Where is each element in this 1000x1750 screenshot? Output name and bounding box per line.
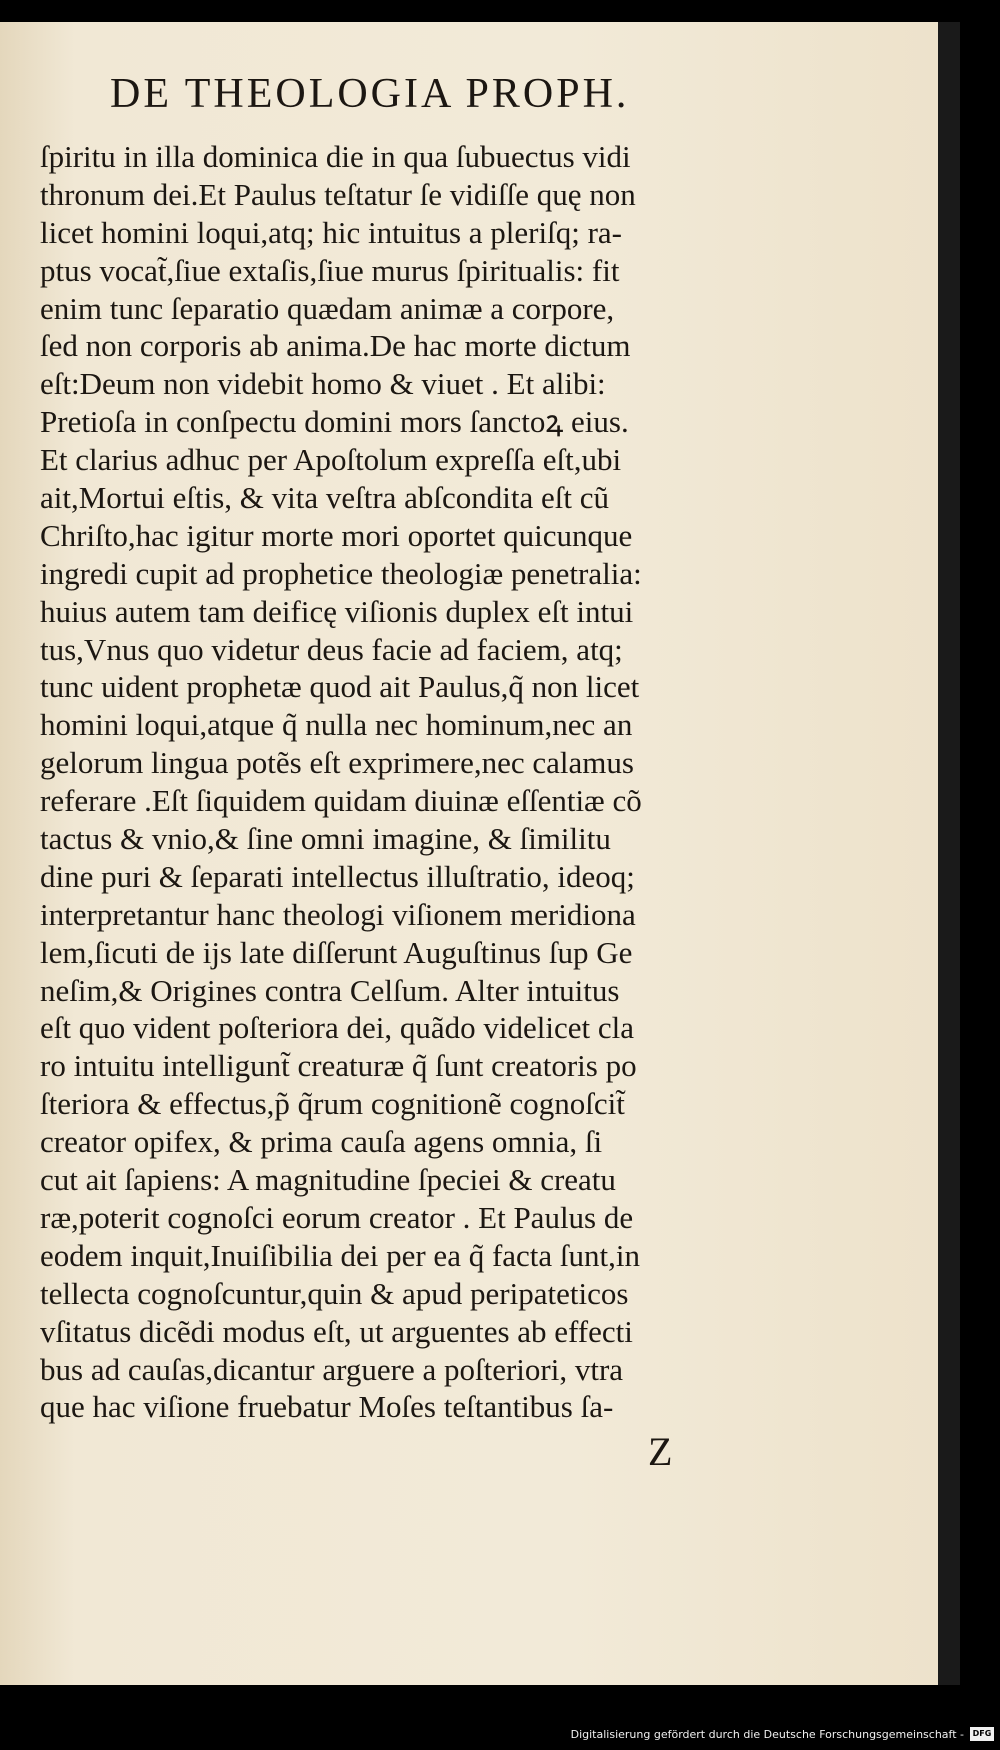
text-line: licet homini loqui,atq; hic intuitus a pleriſq; ra- [40, 214, 622, 250]
text-line: vſitatus dicẽdi modus eſt, ut arguentes ab effecti [40, 1313, 633, 1349]
text-line: eſt:Deum non videbit homo & viuet . Et alibi: [40, 366, 606, 402]
text-line: eſt quo vident poſteriora dei, quãdo videlicet cla [40, 1010, 634, 1046]
text-line: cut ait ſapiens: A magnitudine ſpeciei & creatu [40, 1162, 616, 1198]
text-line: ptus vocat̃,ſiue extaſis,ſiue murus ſpiritualis: fit [40, 252, 620, 288]
dfg-logo-icon: DFG [970, 1727, 994, 1741]
text-line: ſpiritu in illa dominica die in qua ſubuectus vidi [40, 139, 631, 174]
text-line: huius autem tam deificę viſionis duplex eſt intui [40, 593, 634, 629]
running-head: DE THEOLOGIA PROPH. [110, 71, 630, 117]
text-line: gelorum lingua potẽs eſt exprimere,nec calamus [40, 745, 634, 781]
signature-mark: Z [648, 1429, 673, 1474]
digitization-credit: Digitalisierung gefördert durch die Deutsche Forschungsgemeinschaft - [570, 1728, 964, 1741]
text-line: tactus & vnio,& ſine omni imagine, & ſimilitu [40, 821, 611, 857]
text-line: thronum dei.Et Paulus teſtatur ſe vidiſſe quę non [40, 176, 636, 212]
text-line: neſim,& Origines contra Celſum. Alter intuitus [40, 972, 620, 1008]
text-line: interpretantur hanc theologi viſionem meridiona [40, 896, 636, 932]
text-line: referare .Eſt ſiquidem quidam diuinæ eſſentiæ cõ [40, 783, 642, 819]
page-edge-shadow [938, 22, 960, 1685]
text-line: ro intuitu intelligunt̃ creaturæ q̃ ſunt creatoris po [40, 1048, 637, 1084]
text-line: lem,ſicuti de ijs late diſſerunt Auguſtinus ſup Ge [40, 934, 633, 970]
text-line: enim tunc ſeparatio quædam animæ a corpore, [40, 290, 615, 326]
text-line: que hac viſione fruebatur Moſes teſtantibus ſa- [40, 1389, 614, 1425]
text-line: Pretioſa in conſpectu domini mors ſanctoꝝ eius. [40, 404, 629, 440]
text-line: ingredi cupit ad prophetice theologiæ penetralia: [40, 555, 642, 591]
text-line: bus ad cauſas,dicantur arguere a poſteriori, vtra [40, 1351, 624, 1387]
text-line: ſteriora & effectus,p̃ q̃rum cognitionẽ cognoſcit̃ [40, 1086, 625, 1122]
text-line: tunc uident prophetæ quod ait Paulus,q̃ non licet [40, 669, 640, 705]
text-line: Et clarius adhuc per Apoſtolum expreſſa eſt,ubi [40, 442, 622, 478]
text-line: Chriſto,hac igitur morte mori oportet quicunque [40, 517, 633, 553]
text-line: creator opifex, & prima cauſa agens omnia, ſi [40, 1124, 603, 1160]
text-line: eodem inquit,Inuiſibilia dei per ea q̃ facta ſunt,in [40, 1237, 641, 1273]
text-line: tellecta cognoſcuntur,quin & apud peripateticos [40, 1275, 629, 1311]
text-line: homini loqui,atque q̃ nulla nec hominum,nec an [40, 707, 633, 743]
text-line: ræ,poterit cognoſci eorum creator . Et Paulus de [40, 1199, 634, 1235]
text-line: ait,Mortui eſtis, & vita veſtra abſcondita eſt cũ [40, 480, 610, 516]
body-text [40, 138, 810, 1426]
text-line: ſed non corporis ab anima.De hac morte dictum [40, 328, 631, 364]
text-line: tus,Vnus quo videtur deus facie ad faciem, atq; [40, 631, 623, 667]
text-line: dine puri & ſeparati intellectus illuſtratio, ideoq; [40, 858, 635, 894]
